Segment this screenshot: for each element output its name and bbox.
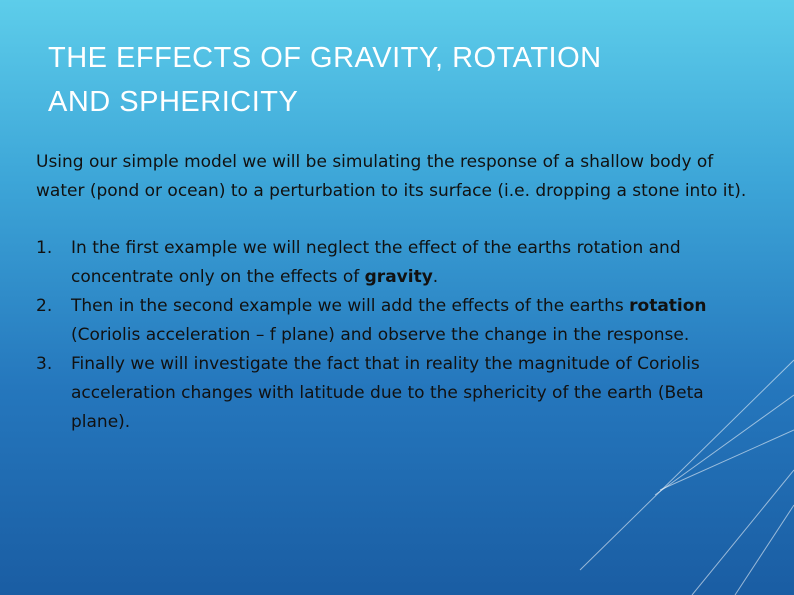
slide-title: [48, 36, 748, 124]
slide-body: [36, 148, 766, 437]
list-item-number: 2.: [36, 296, 53, 316]
list-item-number: 3.: [36, 354, 53, 374]
list-item-text-end: (Coriolis acceleration – f plane) and observe the change in the response.: [71, 325, 690, 345]
list-item-text: Then in the second example we will add the effects of the earths: [71, 296, 630, 316]
slide-title-line-1: THE EFFECTS OF GRAVITY, ROTATION: [48, 42, 602, 74]
list-item-bold-term: gravity: [364, 267, 433, 287]
intro-paragraph: Using our simple model we will be simulating the response of a shallow body of water (pond or ocean) to a perturbation to its surface (i.e. dropping a stone into it).: [36, 152, 747, 201]
list-item-text-end: .: [432, 267, 439, 287]
list-item-text: In the first example we will neglect the effect of the earths rotation and concentrate only on the effects of: [71, 238, 681, 287]
list-item: [36, 292, 766, 350]
list-item: [36, 350, 766, 437]
numbered-list: [36, 234, 766, 437]
slide-title-line-2: AND SPHERICITY: [48, 86, 299, 118]
list-item-bold-term: rotation: [629, 296, 707, 316]
list-item-text: Finally we will investigate the fact that in reality the magnitude of Coriolis acceleration changes with latitude due to the sphericity of the earth (Beta plane).: [71, 354, 704, 432]
list-item: [36, 234, 766, 292]
list-item-number: 1.: [36, 238, 53, 258]
